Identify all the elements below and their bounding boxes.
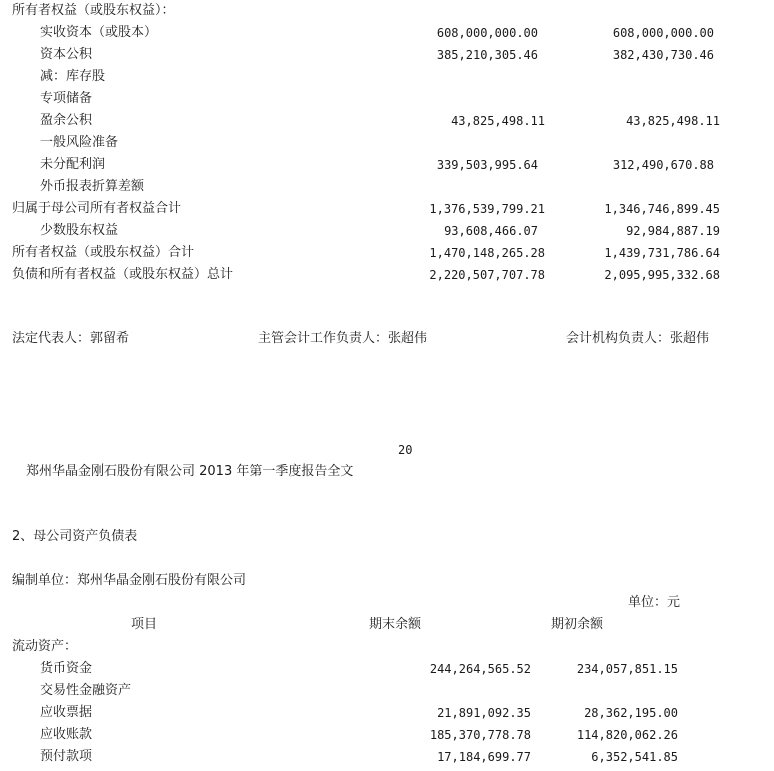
table-row	[0, 132, 774, 154]
report-title: 郑州华晶金刚石股份有限公司 2013 年第一季度报告全文	[26, 464, 354, 479]
table-row	[0, 724, 774, 746]
table-row	[0, 0, 774, 22]
table-row	[0, 154, 774, 176]
row-label: 未分配利润	[40, 157, 106, 172]
end-value: 1,376,539,799.21	[429, 202, 545, 216]
accounting-head: 主管会计工作负责人：张超伟	[258, 331, 428, 346]
row-label: 专项储备	[40, 91, 93, 106]
begin-value: 6,352,541.85	[591, 750, 678, 764]
begin-value: 234,057,851.15	[576, 662, 678, 676]
end-value: 1,470,148,265.28	[429, 246, 545, 260]
end-value: 2,220,507,707.78	[429, 268, 545, 282]
accounting-dept-head: 会计机构负责人：张超伟	[566, 331, 710, 346]
end-value: 43,825,498.11	[451, 114, 545, 128]
begin-value: 1,346,746,899.45	[604, 202, 720, 216]
table-row	[0, 746, 774, 768]
table-row	[0, 44, 774, 66]
begin-value: 608,000,000.00	[612, 26, 714, 40]
row-label: 资本公积	[40, 47, 93, 62]
begin-value: 114,820,062.26	[576, 728, 678, 742]
end-value: 185,370,778.78	[429, 728, 531, 742]
begin-value: 28,362,195.00	[584, 706, 678, 720]
row-label: 货币资金	[40, 661, 93, 676]
row-label: 归属于母公司所有者权益合计	[12, 201, 182, 216]
end-value: 339,503,995.64	[436, 158, 538, 172]
row-label: 所有者权益（或股东权益）：	[12, 3, 175, 18]
end-value: 244,264,565.52	[429, 662, 531, 676]
end-value: 385,210,305.46	[436, 48, 538, 62]
header-begin-balance: 期初余额	[551, 617, 604, 632]
unit-label: 单位：元	[628, 595, 681, 610]
row-label: 盈余公积	[40, 113, 93, 128]
page-number: 20	[398, 443, 413, 457]
compiler-line: 编制单位：郑州华晶金刚石股份有限公司	[12, 573, 247, 588]
table-row	[0, 176, 774, 198]
table-row	[0, 220, 774, 242]
begin-value: 2,095,995,332.68	[604, 268, 720, 282]
end-value: 17,184,699.77	[437, 750, 531, 764]
row-label: 一般风险准备	[40, 135, 119, 150]
row-label: 外币报表折算差额	[40, 179, 145, 194]
begin-value: 1,439,731,786.64	[604, 246, 720, 260]
table-row	[0, 658, 774, 680]
row-label: 负债和所有者权益（或股东权益）总计	[12, 267, 234, 282]
end-value: 93,608,466.07	[444, 224, 538, 238]
header-end-balance: 期末余额	[369, 617, 422, 632]
row-label: 应收账款	[40, 727, 93, 742]
row-label: 交易性金融资产	[40, 683, 132, 698]
table-row	[0, 66, 774, 88]
legal-representative: 法定代表人：郭留希	[12, 331, 130, 346]
row-label: 应收票据	[40, 705, 93, 720]
row-label: 减：库存股	[40, 69, 106, 84]
row-label: 所有者权益（或股东权益）合计	[12, 245, 195, 260]
table-row	[0, 702, 774, 724]
table-row	[0, 264, 774, 286]
table-row	[0, 636, 774, 658]
end-value: 21,891,092.35	[437, 706, 531, 720]
row-label: 流动资产：	[12, 639, 78, 654]
begin-value: 43,825,498.11	[626, 114, 720, 128]
row-label: 实收资本（或股本）	[40, 25, 158, 40]
table-row	[0, 242, 774, 264]
row-label: 少数股东权益	[40, 223, 119, 238]
row-label: 预付款项	[40, 749, 93, 764]
table-row	[0, 198, 774, 220]
section-title: 2、母公司资产负债表	[12, 529, 138, 544]
header-item: 项目	[131, 617, 158, 632]
table-row	[0, 680, 774, 702]
begin-value: 312,490,670.88	[612, 158, 714, 172]
table-row	[0, 88, 774, 110]
table-row	[0, 110, 774, 132]
end-value: 608,000,000.00	[436, 26, 538, 40]
begin-value: 382,430,730.46	[612, 48, 714, 62]
table-row	[0, 22, 774, 44]
begin-value: 92,984,887.19	[626, 224, 720, 238]
